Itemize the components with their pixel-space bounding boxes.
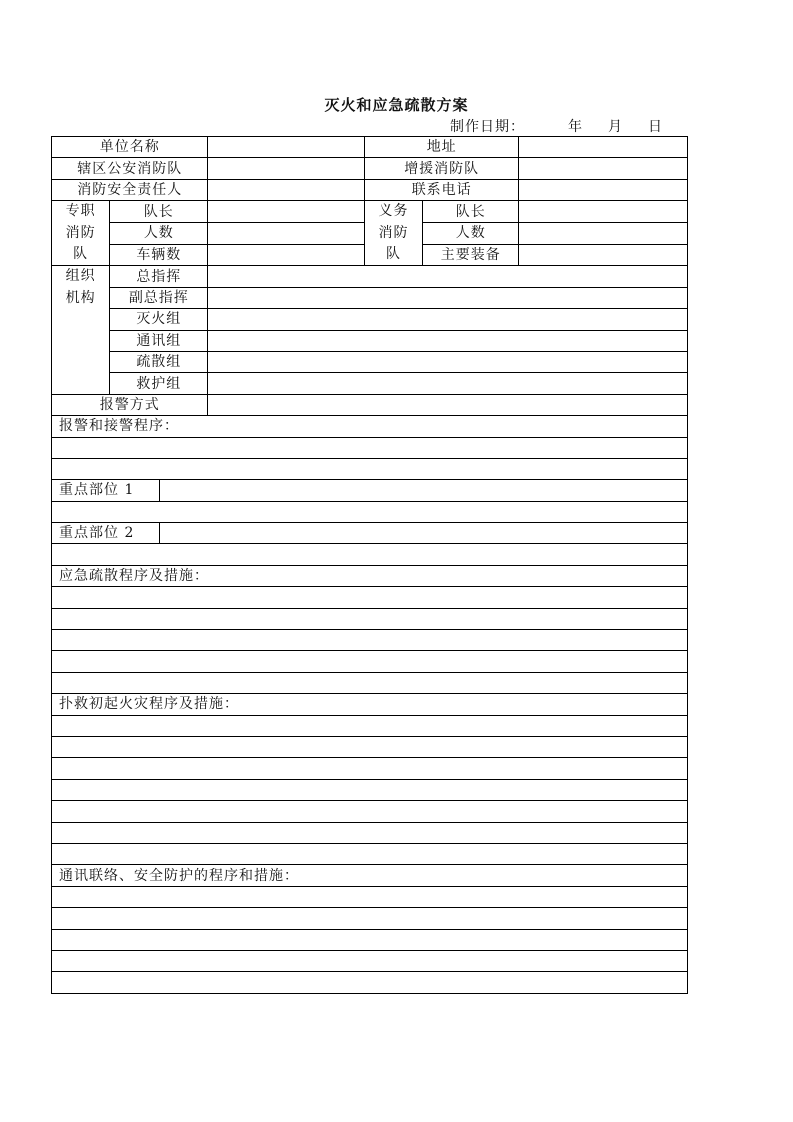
vol-equipment-label: 主要装备 <box>423 244 519 266</box>
row-blank-line <box>52 501 688 522</box>
row-blank-line <box>52 630 688 651</box>
row-key-area-2 <box>52 523 688 544</box>
local-station-label: 辖区公安消防队 <box>52 158 208 179</box>
row-blank-line <box>52 843 688 864</box>
row-section-heading <box>52 694 688 715</box>
org-role-field[interactable] <box>208 351 688 372</box>
alarm-method-field[interactable] <box>208 394 688 415</box>
vol-equipment-field[interactable] <box>519 244 688 266</box>
org-role-label: 副总指挥 <box>110 287 208 308</box>
vol-team-label: 义务 消防 队 <box>364 201 422 266</box>
row-officer <box>52 179 688 200</box>
communication-line[interactable] <box>52 972 688 993</box>
firefighting-line[interactable] <box>52 758 688 779</box>
row-blank-line <box>52 651 688 672</box>
safety-officer-field[interactable] <box>208 179 364 200</box>
alarm-procedure-line[interactable] <box>52 437 688 458</box>
backup-station-label: 增援消防队 <box>364 158 518 179</box>
vol-captain-field[interactable] <box>519 201 688 223</box>
org-role-field[interactable] <box>208 330 688 351</box>
row-alarm-method <box>52 394 688 415</box>
firefighting-line[interactable] <box>52 801 688 822</box>
row-blank-line <box>52 608 688 629</box>
row-section-heading <box>52 416 688 437</box>
row-blank-line <box>52 736 688 757</box>
row-blank-line <box>52 437 688 458</box>
org-role-label: 灭火组 <box>110 309 208 330</box>
address-label: 地址 <box>364 137 518 158</box>
row-org-role <box>52 330 688 351</box>
row-blank-line <box>52 801 688 822</box>
row-org-role <box>52 373 688 394</box>
date-day-label: 日 <box>648 119 663 135</box>
document-title: 灭火和应急疏散方案 <box>324 96 469 114</box>
row-blank-line <box>52 779 688 800</box>
firefighting-line[interactable] <box>52 779 688 800</box>
row-org-role <box>52 309 688 330</box>
row-blank-line <box>52 950 688 971</box>
vol-headcount-field[interactable] <box>519 222 688 244</box>
communication-line[interactable] <box>52 929 688 950</box>
row-blank-line <box>52 886 688 907</box>
row-blank-line <box>52 587 688 608</box>
unit-name-label: 单位名称 <box>52 137 208 158</box>
pro-captain-label: 队长 <box>110 201 208 223</box>
org-role-field[interactable] <box>208 287 688 308</box>
communication-line[interactable] <box>52 886 688 907</box>
pro-vehicles-label: 车辆数 <box>110 244 208 266</box>
row-team-captain <box>52 201 688 223</box>
alarm-procedure-line[interactable] <box>52 458 688 479</box>
row-org-role <box>52 287 688 308</box>
firefighting-heading: 扑救初起火灾程序及措施： <box>52 694 688 715</box>
communication-heading: 通讯联络、安全防护的程序和措施： <box>52 865 688 886</box>
firefighting-line[interactable] <box>52 736 688 757</box>
key-area-1-field[interactable] <box>160 480 688 500</box>
vol-headcount-label: 人数 <box>423 222 519 244</box>
row-key-area-1 <box>52 480 688 501</box>
phone-field[interactable] <box>519 179 688 200</box>
row-stations <box>52 158 688 179</box>
evacuation-heading: 应急疏散程序及措施： <box>52 565 688 586</box>
pro-headcount-label: 人数 <box>110 222 208 244</box>
communication-line[interactable] <box>52 950 688 971</box>
evacuation-line[interactable] <box>52 587 688 608</box>
key-area-1-line[interactable] <box>52 501 688 522</box>
alarm-method-label: 报警方式 <box>52 394 208 415</box>
row-blank-line <box>52 458 688 479</box>
row-blank-line <box>52 715 688 736</box>
org-role-label: 通讯组 <box>110 330 208 351</box>
date-row <box>450 116 663 136</box>
alarm-procedure-heading: 报警和接警程序： <box>52 416 688 437</box>
row-section-heading <box>52 565 688 586</box>
org-role-field[interactable] <box>208 309 688 330</box>
pro-vehicles-field[interactable] <box>208 244 364 266</box>
row-unit-name <box>52 137 688 158</box>
firefighting-line[interactable] <box>52 822 688 843</box>
backup-station-field[interactable] <box>519 158 688 179</box>
org-role-label: 总指挥 <box>110 266 208 287</box>
phone-label: 联系电话 <box>364 179 518 200</box>
evacuation-line[interactable] <box>52 608 688 629</box>
row-section-heading <box>52 865 688 886</box>
vol-captain-label: 队长 <box>423 201 519 223</box>
local-station-field[interactable] <box>208 158 364 179</box>
date-month-label: 月 <box>608 119 623 135</box>
date-year-label: 年 <box>568 119 583 135</box>
fire-plan-form <box>51 136 688 994</box>
key-area-1-label: 重点部位 1 <box>52 480 160 500</box>
row-blank-line <box>52 822 688 843</box>
date-label: 制作日期： <box>450 119 525 135</box>
key-area-2-field[interactable] <box>160 523 688 543</box>
row-org-role <box>52 266 688 287</box>
org-role-field[interactable] <box>208 266 688 287</box>
key-area-2-label: 重点部位 2 <box>52 523 160 543</box>
address-field[interactable] <box>519 137 688 158</box>
safety-officer-label: 消防安全责任人 <box>52 179 208 200</box>
evacuation-line[interactable] <box>52 672 688 693</box>
row-blank-line <box>52 908 688 929</box>
pro-headcount-field[interactable] <box>208 222 364 244</box>
row-blank-line <box>52 758 688 779</box>
firefighting-line[interactable] <box>52 715 688 736</box>
evacuation-line[interactable] <box>52 630 688 651</box>
evacuation-line[interactable] <box>52 651 688 672</box>
pro-team-label: 专职 消防 队 <box>52 201 110 266</box>
firefighting-line[interactable] <box>52 843 688 864</box>
row-blank-line <box>52 672 688 693</box>
row-blank-line <box>52 972 688 993</box>
organization-label: 组织 机构 <box>52 266 110 394</box>
row-blank-line <box>52 929 688 950</box>
key-area-2-line[interactable] <box>52 544 688 565</box>
unit-name-field[interactable] <box>208 137 364 158</box>
communication-line[interactable] <box>52 908 688 929</box>
row-org-role <box>52 351 688 372</box>
org-role-label: 救护组 <box>110 373 208 394</box>
org-role-field[interactable] <box>208 373 688 394</box>
pro-captain-field[interactable] <box>208 201 364 223</box>
row-blank-line <box>52 544 688 565</box>
org-role-label: 疏散组 <box>110 351 208 372</box>
